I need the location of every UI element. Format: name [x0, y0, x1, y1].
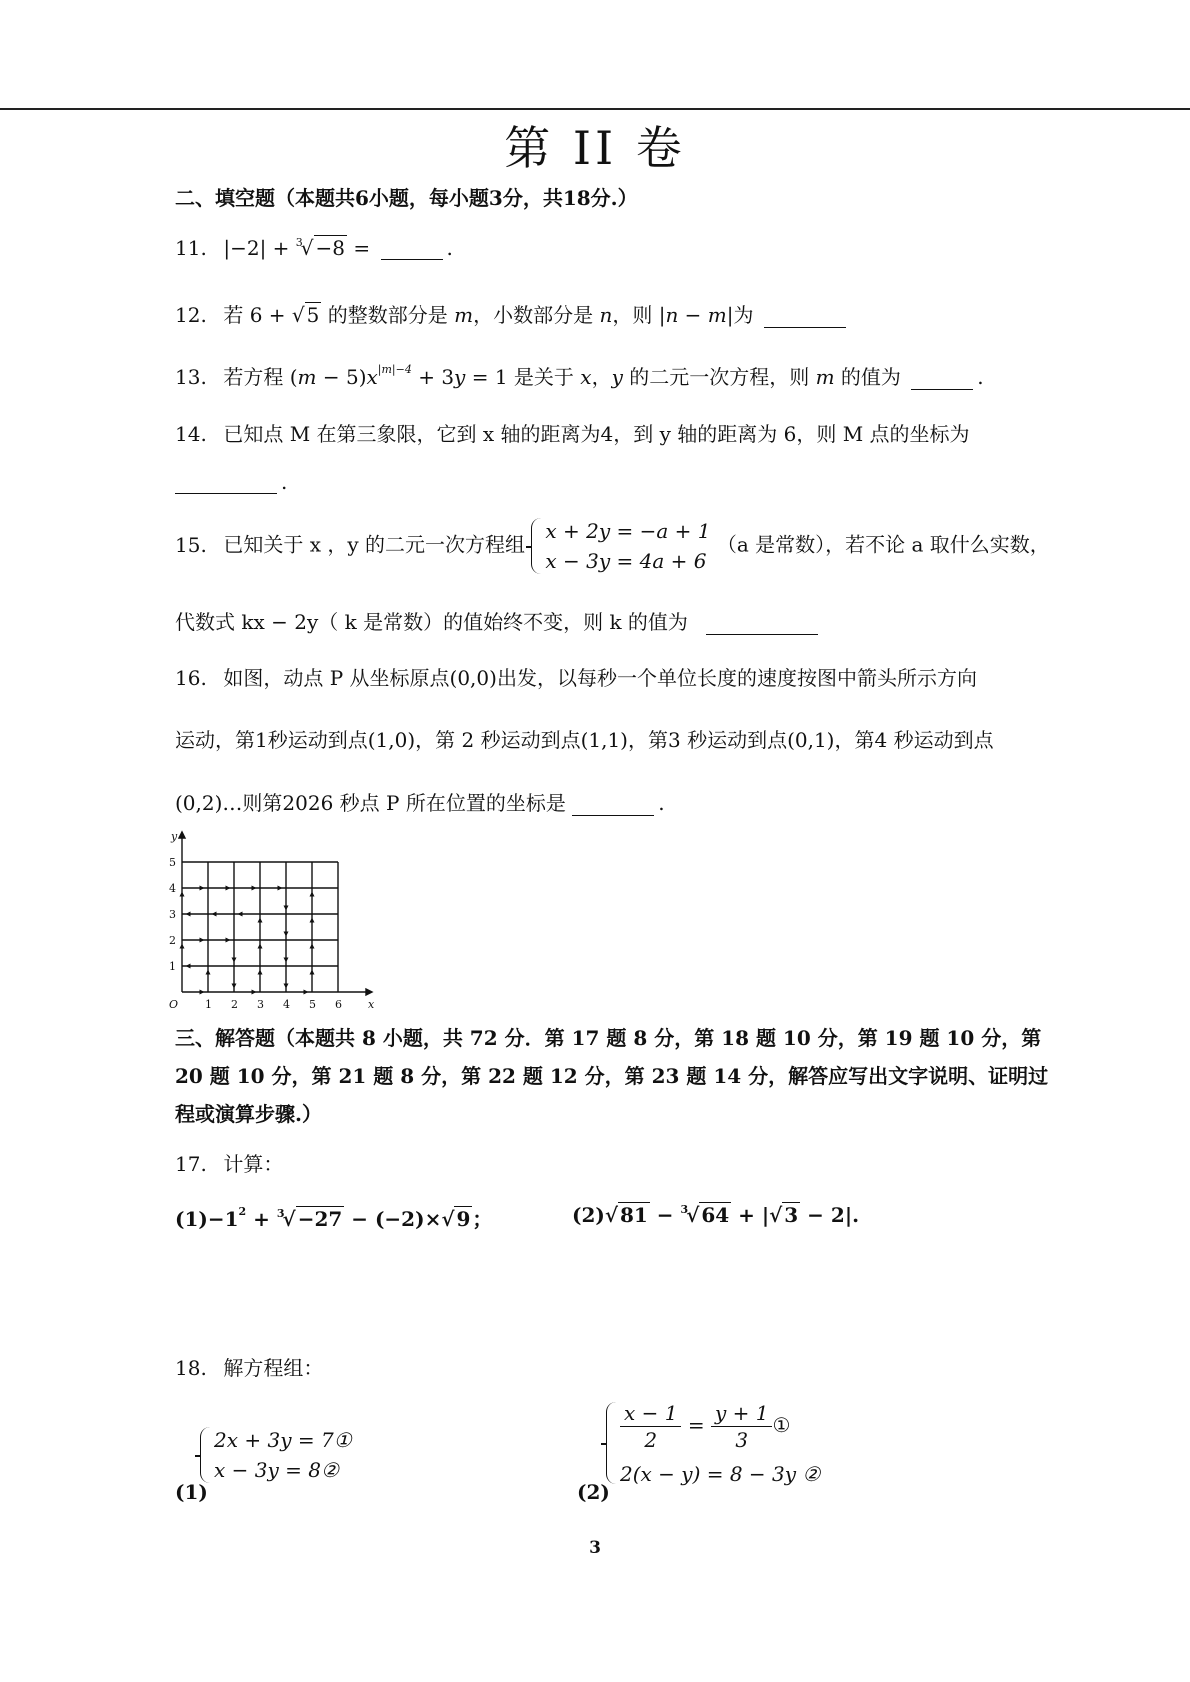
answer-blank[interactable] [911, 368, 973, 390]
x-tick: 4 [283, 998, 290, 1011]
question-number: 11. [175, 236, 207, 260]
question-number: 14. [175, 422, 207, 446]
y-tick: 2 [169, 934, 176, 947]
page-number: 3 [589, 1538, 601, 1558]
q12-expression: 6 + √ 5 [249, 303, 320, 327]
y-tick: 4 [169, 882, 176, 895]
q17-part2: (2)√ 81 − $^3$√ 64 + |√ 3 − 2|. [572, 1203, 860, 1227]
x-tick: 2 [231, 998, 238, 1011]
x-tick: 1 [205, 998, 212, 1011]
q11-equals: = [353, 236, 371, 260]
question-14: 14. 已知点 M 在第三象限，它到 x 轴的距离为4，到 y 轴的距离为 6，则 M 点的坐标为 [175, 422, 970, 446]
y-tick: 5 [169, 856, 176, 869]
q18-system1: 2x + 3y = 7① x − 3y = 8② [200, 1425, 352, 1485]
motion-grid-figure [168, 830, 378, 1012]
q18-system2: $\frac{x - 1}{2}$ = $\frac{y + 1}{3}$ ① 2(x − y) = 8 − 3y ② [606, 1400, 820, 1486]
question-15-line2: 代数式 kx − 2y（ k 是常数）的值始终不变，则 k 的值为 [175, 606, 822, 635]
section3-heading-line3: 程或演算步骤.） [175, 1102, 322, 1126]
question-number: 16. [175, 666, 207, 690]
top-rule [0, 108, 1190, 110]
question-number: 17. [175, 1152, 207, 1176]
y-tick: 3 [169, 908, 176, 921]
question-18: 18. 解方程组： [175, 1356, 324, 1380]
section2-heading: 二、填空题（本题共6小题，每小题3分，共18分.） [175, 186, 638, 210]
answer-blank[interactable] [572, 794, 654, 816]
question-number: 13. [175, 365, 207, 389]
origin-label: O [169, 998, 179, 1011]
question-number: 18. [175, 1356, 207, 1380]
x-tick: 3 [257, 998, 264, 1011]
question-number: 15. [175, 532, 207, 557]
question-12: 12. 若 6 + √ 5 的整数部分是 m，小数部分是 n，则 |n − m|为 [175, 299, 850, 328]
question-15: 15. 已知关于 x ，y 的二元一次方程组 x + 2y = −a + 1 x − 3y = 4a + 6 （a 是常数），若不论 a 取什么实数， [175, 516, 1050, 576]
x-tick: 6 [335, 998, 342, 1011]
q13-equation: $(m - 5)x^{|m|-4} + 3y = 1$ [289, 363, 508, 389]
section3-heading-line1: 三、解答题（本题共 8 小题，共 72 分．第 17 题 8 分，第 18 题 10 分，第 19 题 10 分，第 [175, 1026, 1042, 1050]
q11-expression: |−2| + $^3$√ −8 [223, 236, 346, 260]
question-14-answer: . [175, 470, 287, 494]
question-11: 11. |−2| + $^3$√ −8 = . [175, 236, 453, 260]
q18-part2-label: (2) [577, 1480, 610, 1504]
question-number: 12. [175, 303, 207, 327]
answer-blank[interactable] [764, 306, 846, 328]
question-13: 13. 若方程 $(m - 5)x^{|m|-4} + 3y = 1$ 是关于 x，y 的二元一次方程，则 m 的值为 . [175, 363, 984, 389]
q12-abs-expression: |n − m| [658, 303, 734, 327]
answer-blank[interactable] [381, 238, 443, 260]
question-16-line2: 运动，第1秒运动到点(1,0)，第 2 秒运动到点(1,1)，第3 秒运动到点(0,1)，第4 秒运动到点 [175, 728, 994, 752]
x-tick: 5 [309, 998, 316, 1011]
answer-blank[interactable] [706, 613, 818, 635]
equation-system: x + 2y = −a + 1 x − 3y = 4a + 6 [531, 516, 710, 576]
question-17: 17. 计算： [175, 1152, 284, 1176]
x-axis-label: x [368, 998, 375, 1011]
answer-blank[interactable] [175, 472, 277, 494]
y-tick: 1 [169, 960, 176, 973]
question-16-line3: (0,2)…则第2026 秒点 P 所在位置的坐标是 . [175, 791, 665, 815]
q17-part1: $(1)-1^2 + ^3√ -27 - (-2)\times√$ 9 ； [175, 1205, 493, 1231]
question-16: 16. 如图，动点 P 从坐标原点(0,0)出发，以每秒一个单位长度的速度按图中箭头所示方向 [175, 666, 977, 690]
y-axis-label: y [171, 830, 178, 843]
section3-heading-line2: 20 题 10 分，第 21 题 8 分，第 22 题 12 分，第 23 题 14 分，解答应写出文字说明、证明过 [175, 1064, 1049, 1088]
q18-part1-label: (1) [175, 1480, 208, 1504]
page-title: 第 II 卷 [504, 121, 686, 175]
